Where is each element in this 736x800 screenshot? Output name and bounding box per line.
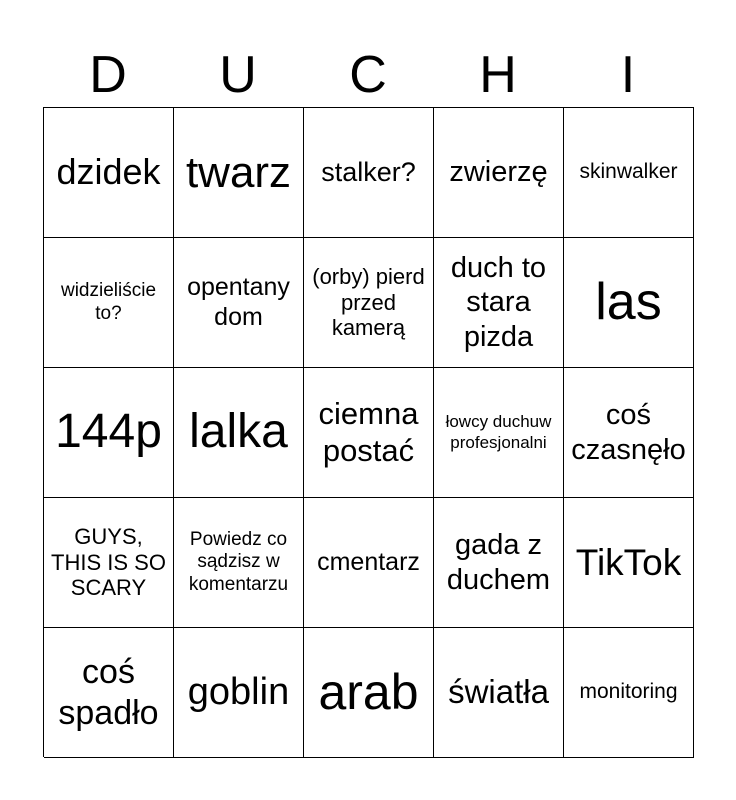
bingo-cell[interactable]	[304, 368, 434, 498]
cell-label: TikTok	[575, 541, 682, 583]
bingo-cell[interactable]	[44, 108, 174, 238]
bingo-cell[interactable]	[564, 238, 694, 368]
bingo-cell[interactable]	[44, 238, 174, 368]
cell-label: GUYS, THIS IS SO SCARY	[51, 523, 166, 601]
bingo-cell[interactable]	[174, 628, 304, 758]
cell-label: cmentarz	[317, 547, 420, 576]
cell-label: las	[595, 272, 662, 331]
bingo-cell[interactable]	[564, 368, 694, 498]
cell-label: coś spadło	[58, 653, 159, 732]
bingo-cell[interactable]	[564, 108, 694, 238]
bingo-cell[interactable]	[174, 238, 304, 368]
cell-label: łowcy duchuw profesjonalni	[445, 412, 552, 452]
bingo-cell[interactable]	[44, 368, 174, 498]
bingo-cell[interactable]	[304, 108, 434, 238]
bingo-cell[interactable]	[434, 628, 564, 758]
bingo-cell[interactable]	[44, 628, 174, 758]
bingo-cell[interactable]	[304, 238, 434, 368]
cell-label: 144p	[55, 405, 162, 459]
cell-label: twarz	[185, 147, 292, 197]
bingo-cell[interactable]	[564, 498, 694, 628]
cell-label: zwierzę	[449, 156, 548, 189]
bingo-cell[interactable]	[304, 498, 434, 628]
bingo-cell[interactable]	[564, 628, 694, 758]
bingo-cell[interactable]	[174, 498, 304, 628]
cell-label: widzieliście to?	[60, 280, 157, 324]
bingo-cell[interactable]	[434, 238, 564, 368]
cell-label: duch to stara pizda	[450, 252, 547, 353]
bingo-cell[interactable]	[434, 498, 564, 628]
cell-label: ciemna postać	[318, 395, 419, 468]
cell-label: goblin	[187, 671, 290, 714]
bingo-title	[43, 42, 693, 108]
title-letter-u: U	[219, 46, 257, 104]
cell-label: arab	[318, 664, 419, 720]
cell-label: światła	[448, 673, 549, 711]
cell-label: dzidek	[56, 151, 161, 193]
bingo-cell[interactable]	[434, 368, 564, 498]
cell-label: stalker?	[321, 156, 416, 187]
title-letter-i: I	[620, 46, 636, 104]
bingo-cell[interactable]	[174, 108, 304, 238]
cell-label: (orby) pierd przed kamerą	[312, 263, 425, 341]
bingo-board	[43, 107, 694, 757]
cell-label: opentany dom	[187, 273, 290, 331]
cell-label: skinwalker	[579, 160, 678, 184]
cell-label: gada z duchem	[446, 529, 551, 596]
bingo-cell[interactable]	[304, 628, 434, 758]
bingo-cell[interactable]	[174, 368, 304, 498]
cell-label: coś czasnęło	[571, 399, 686, 466]
bingo-cell[interactable]	[434, 108, 564, 238]
cell-label: monitoring	[579, 680, 678, 704]
title-letter-h: H	[479, 46, 517, 104]
title-letter-d: D	[89, 46, 127, 104]
bingo-cell[interactable]	[44, 498, 174, 628]
cell-label: lalka	[189, 405, 288, 459]
title-letter-c: C	[349, 46, 387, 104]
cell-label: Powiedz co sądzisz w komentarzu	[188, 528, 289, 595]
